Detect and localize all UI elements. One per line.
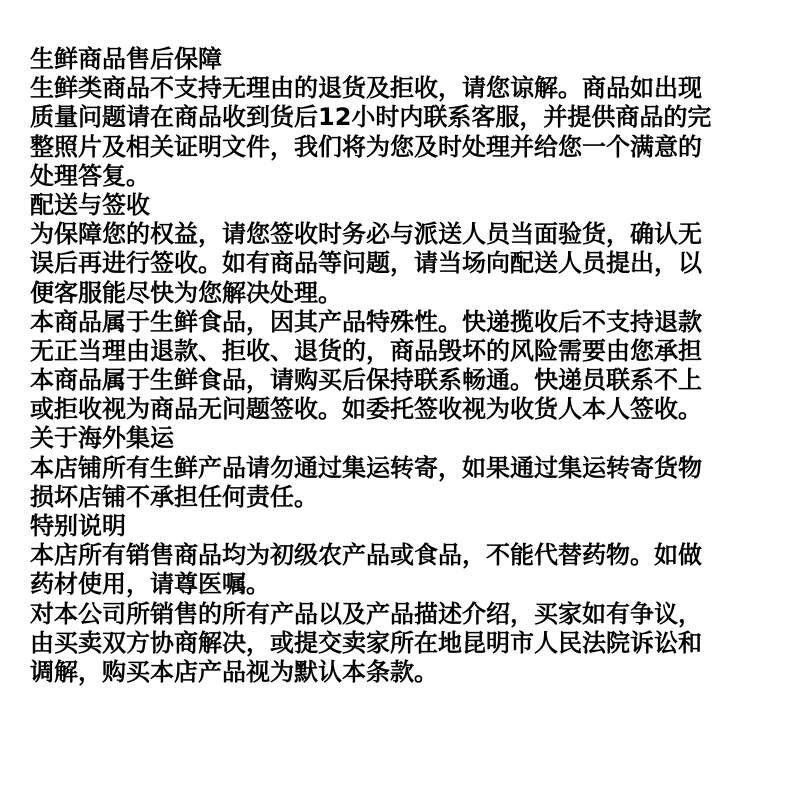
text-line: 本商品属于生鲜食品，因其产品特殊性。快递揽收后不支持退款	[30, 307, 702, 336]
text-line: 质量问题请在商品收到货后12小时内联系客服，并提供商品的完	[30, 103, 712, 132]
text-line: 为保障您的权益，请您签收时务必与派送人员当面验货，确认无	[30, 220, 702, 249]
text-line: 药材使用，请尊医嘱。	[30, 570, 270, 599]
text-line: 对本公司所销售的所有产品以及产品描述介绍，买家如有争议，	[30, 599, 702, 628]
text-line: 或拒收视为商品无问题签收。如委托签收视为收货人本人签收。	[30, 395, 702, 424]
text-line: 损坏店铺不承担任何责任。	[30, 482, 318, 511]
section-heading-overseas-shipping: 关于海外集运	[30, 424, 174, 453]
section-heading-special-notes: 特别说明	[30, 512, 126, 540]
text-line: 本店铺所有生鲜产品请勿通过集运转寄，如果通过集运转寄货物	[30, 453, 702, 482]
text-line: 本店所有销售商品均为初级农产品或食品，不能代替药物。如做	[30, 541, 702, 570]
text-line: 整照片及相关证明文件，我们将为您及时处理并给您一个满意的	[30, 132, 702, 161]
text-line: 无正当理由退款、拒收、退货的，商品毁坏的风险需要由您承担	[30, 336, 702, 365]
section-heading-delivery: 配送与签收	[30, 190, 150, 219]
text-line: 本商品属于生鲜食品，请购买后保持联系畅通。快递员联系不上	[30, 366, 702, 395]
text-line: 调解，购买本店产品视为默认本条款。	[30, 657, 438, 686]
text-line: 由买卖双方协商解决，或提交卖家所在地昆明市人民法院诉讼和	[30, 628, 702, 657]
text-line: 便客服能尽快为您解决处理。	[30, 278, 342, 307]
section-heading-after-sales: 生鲜商品售后保障	[30, 45, 222, 73]
text-line: 处理答复。	[30, 161, 150, 190]
text-line: 误后再进行签收。如有商品等问题，请当场向配送人员提出，以	[30, 249, 702, 278]
text-line: 生鲜类商品不支持无理由的退货及拒收，请您谅解。商品如出现	[30, 74, 702, 103]
